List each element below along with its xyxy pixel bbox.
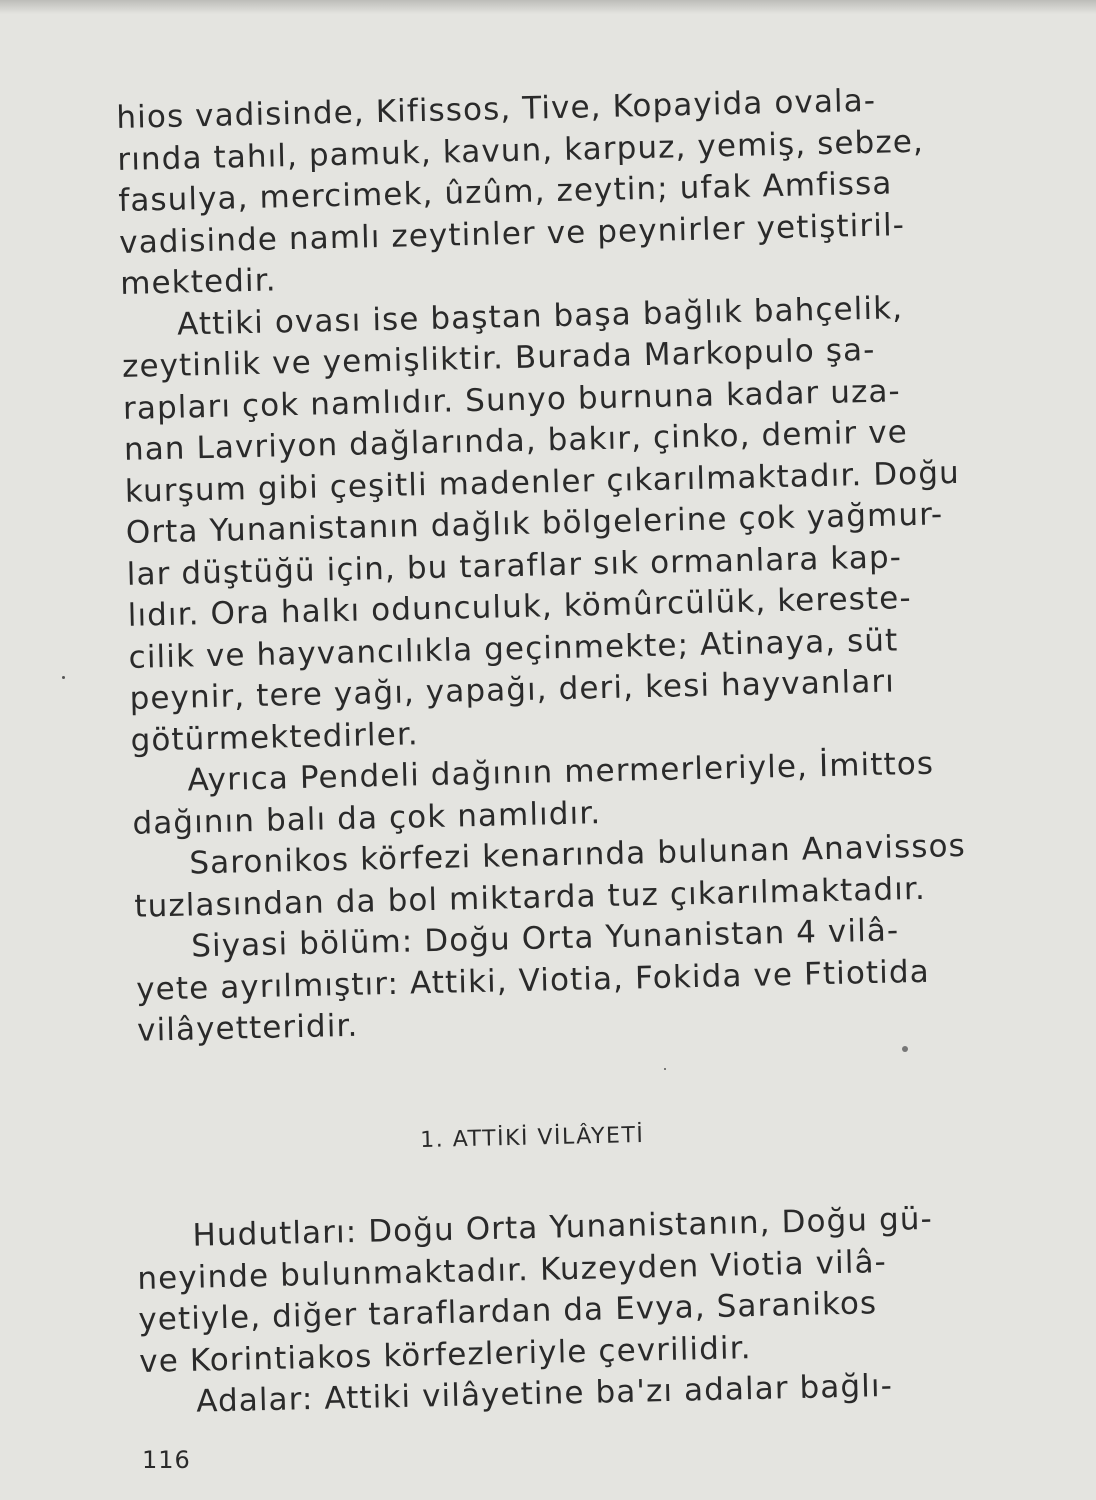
text-line: Attiki ovası ise baştan başa bağlık bahçelik,: [176, 289, 904, 343]
paper-speck: [62, 676, 65, 679]
paper-speck: [664, 1068, 666, 1070]
page-top-edge: [0, 0, 1096, 14]
text-line: nan Lavriyon dağlarında, bakır, çinko, demir ve: [123, 414, 909, 468]
text-line: fasulya, mercimek, ûzûm, zeytin; ufak Amfissa: [117, 165, 893, 219]
text-line: Hudutları: Doğu Orta Yunanistanın, Doğu gü-: [192, 1200, 934, 1254]
text-line: zeytinlik ve yemişliktir. Burada Markopulo şa-: [121, 331, 876, 385]
text-line: vadisinde namlı zeytinler ve peynirler yetiştiril-: [118, 206, 906, 261]
text-line: yetiyle, diğer taraflardan da Evya, Saranikos: [137, 1285, 878, 1338]
text-line: rında tahıl, pamuk, kavun, karpuz, yemiş, sebze,: [116, 123, 925, 178]
section-heading: 1. ATTİKİ VİLÂYETİ: [420, 1122, 645, 1153]
text-line: yete ayrılmıştır: Attiki, Viotia, Fokida ve Ftiotida: [135, 953, 931, 1008]
paper-speck: [902, 1046, 908, 1052]
page-number: 116: [142, 1446, 191, 1474]
text-line: ve Korintiakos körfezleriyle çevrilidir.: [138, 1329, 753, 1380]
body-text: [116, 78, 1007, 1052]
text-line: Adalar: Attiki vilâyetine ba'zı adalar bağlı-: [195, 1367, 894, 1420]
text-line: kurşum gibi çeşitli madenler çıkarılmaktadır. Doğu: [124, 454, 961, 510]
text-line: lar düştüğü için, bu taraflar sık ormanlara kap-: [126, 538, 903, 593]
text-line: dağının balı da çok namlıdır.: [132, 794, 602, 842]
text-line: tuzlasından da bol miktarda tuz çıkarılmaktadır.: [133, 870, 927, 925]
section-text: [136, 1196, 1010, 1423]
text-line: vilâyetteridir.: [136, 1007, 359, 1049]
text-line: peynir, tere yağı, yapağı, deri, kesi hayvanları: [129, 663, 896, 717]
text-line: cilik ve hayvancılıkla geçinmekte; Atinaya, süt: [128, 621, 899, 676]
text-line: rapları çok namlıdır. Sunyo burnuna kadar uza-: [122, 372, 902, 427]
text-line: neyinde bulunmaktadır. Kuzeyden Viotia vilâ-: [137, 1243, 888, 1297]
text-line: mektedir.: [119, 262, 277, 302]
text-line: Saronikos körfezi kenarında bulunan Anavissos: [188, 827, 967, 882]
text-line: Orta Yunanistanın dağlık bölgelerine çok yağmur-: [125, 496, 944, 551]
text-line: hios vadisinde, Kifissos, Tive, Kopayida ovala-: [116, 82, 877, 136]
text-line: götürmektedirler.: [130, 715, 420, 759]
text-line: Ayrıca Pendeli dağının mermerleriyle, İmittos: [187, 745, 935, 799]
text-line: Siyasi bölüm: Doğu Orta Yunanistan 4 vilâ-: [190, 912, 900, 965]
text-line: lıdır. Ora halkı odunculuk, kömûrcülük, kereste-: [127, 580, 913, 634]
